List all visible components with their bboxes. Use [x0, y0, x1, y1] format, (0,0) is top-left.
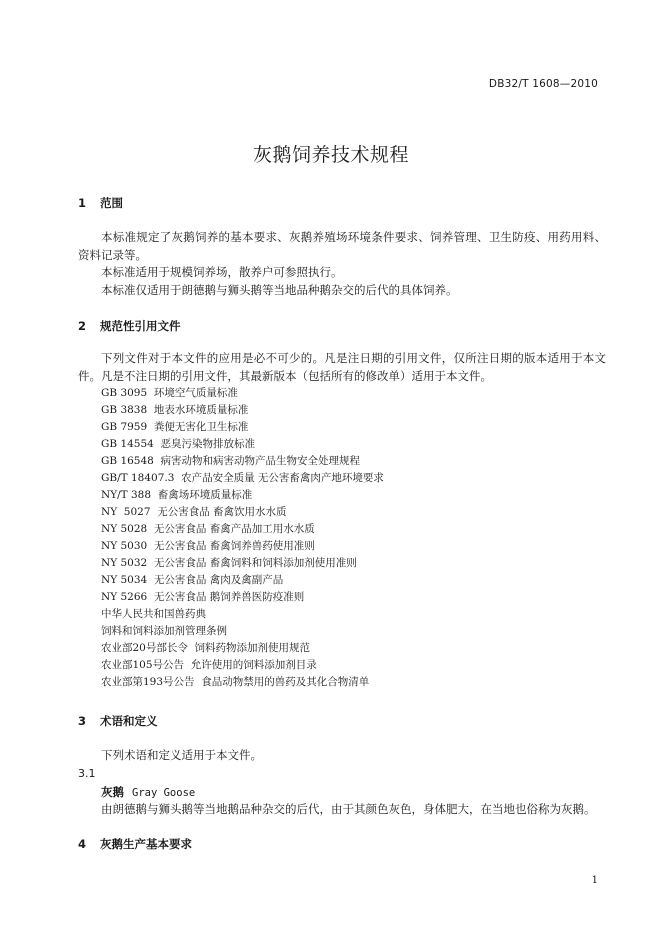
reference-item: NY 5030 无公害食品 畜禽饲养兽药使用准则	[101, 540, 315, 552]
reference-item: GB/T 18407.3 农产品安全质量 无公害畜禽肉产地环境要求	[101, 472, 384, 484]
section-heading-requirements	[78, 836, 192, 852]
term-name-cn: 灰鹅	[101, 785, 124, 799]
reference-item: GB 3838 地表水环境质量标准	[101, 404, 249, 416]
term-name	[101, 784, 195, 800]
section-heading-terms	[78, 713, 158, 729]
section-title: 术语和定义	[100, 714, 158, 728]
section-number: 3	[78, 714, 87, 728]
section-number: 4	[78, 837, 87, 851]
section-heading-scope	[78, 195, 123, 211]
section-heading-normative	[78, 318, 181, 334]
reference-item: 中华人民共和国兽药典	[101, 608, 206, 620]
term-definition: 由朗德鹅与狮头鹅等当地鹅品种杂交的后代，由于其颜色灰色，身体肥大，在当地也俗称为灰鹅。	[101, 802, 596, 816]
term-name-en: Gray Goose	[132, 787, 196, 799]
standard-code: DB32/T 1608—2010	[488, 78, 598, 90]
reference-item: 农业部第193号公告 食品动物禁用的兽药及其化合物清单	[101, 676, 370, 688]
scope-paragraph-2: 本标准适用于规模饲养场，散养户可参照执行。	[101, 265, 343, 279]
reference-item: NY 5266 无公害食品 鹅饲养兽医防疫准则	[101, 591, 305, 603]
section-number: 2	[78, 319, 87, 333]
reference-item: GB 14554 恶臭污染物排放标准	[101, 438, 256, 450]
scope-paragraph-3: 本标准仅适用于朗德鹅与狮头鹅等当地品种鹅杂交的后代的具体饲养。	[101, 283, 458, 297]
reference-item: NY/T 388 畜禽场环境质量标准	[101, 489, 253, 501]
term-number: 3.1	[78, 767, 96, 780]
section-title: 范围	[100, 196, 124, 210]
normative-intro: 下列文件对于本文件的应用是必不可少的。凡是注日期的引用文件，仅所注日期的版本适用于本文件。凡是不注日期的引用文件，其最新版本（包括所有的修改单）适用于本文件。	[78, 351, 606, 383]
reference-item: GB 3095 环境空气质量标准	[101, 387, 238, 399]
scope-paragraph-1: 本标准规定了灰鹅饲养的基本要求、灰鹅养殖场环境条件要求、饲养管理、卫生防疫、用药用料、资料记录等。	[78, 230, 606, 262]
document-title: 灰鹅饲养技术规程	[252, 144, 409, 166]
reference-item: GB 7959 粪便无害化卫生标准	[101, 421, 249, 433]
section-number: 1	[78, 196, 87, 210]
reference-item: 农业部20号部长令 饲料药物添加剂使用规范	[101, 642, 311, 654]
section-title: 灰鹅生产基本要求	[100, 837, 193, 851]
reference-item: NY 5032 无公害食品 畜禽饲料和饲料添加剂使用准则	[101, 557, 357, 569]
reference-item: NY 5027 无公害食品 畜禽饮用水水质	[101, 506, 287, 518]
page-number: 1	[591, 875, 598, 886]
reference-item: NY 5034 无公害食品 禽肉及禽副产品	[101, 574, 284, 586]
reference-item: 农业部105号公告 允许使用的饲料添加剂目录	[101, 659, 317, 671]
reference-item: 饲料和饲料添加剂管理条例	[101, 625, 227, 637]
reference-item: GB 16548 病害动物和病害动物产品生物安全处理规程	[101, 455, 361, 467]
reference-item: NY 5028 无公害食品 畜禽产品加工用水水质	[101, 523, 315, 535]
terms-intro: 下列术语和定义适用于本文件。	[101, 748, 262, 762]
section-title: 规范性引用文件	[100, 319, 181, 333]
